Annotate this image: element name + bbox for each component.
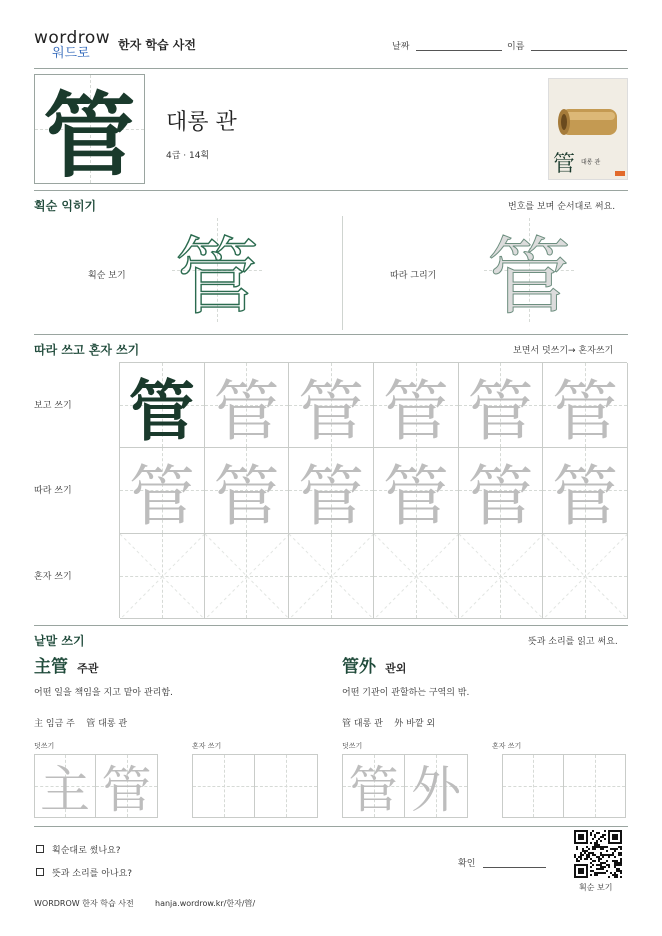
card-divider [34,190,628,191]
practice-cell-alone[interactable] [289,534,374,619]
thumb-badge [615,171,625,176]
hanja-thumbnail [548,78,628,180]
hanja-main-char: 管 [43,82,136,190]
date-label: 날짜 [392,42,410,52]
logo [34,30,114,66]
word-2-part-2-gloss: 바깥 외 [406,719,436,729]
stroke-trace-box[interactable] [484,218,574,326]
practice-section-title: 따라 쓰고 혼자 쓰기 [34,343,140,357]
practice-trace-char: 管 [382,372,449,449]
word-2-trace-char-2: 外 [411,761,461,819]
practice-grid [119,362,627,618]
word-2-trace-char-1: 管 [348,761,399,819]
row-label-trace: 따라 쓰기 [34,486,72,496]
check-meaning-box[interactable] [36,868,44,876]
practice-cell-look[interactable] [374,363,459,448]
check-meaning-label: 뜻과 소리를 아나요? [52,869,133,879]
confirm-field[interactable] [483,867,546,868]
name-label: 이름 [507,42,525,52]
word-2-part-1-char: 管 [342,719,352,729]
practice-trace-char: 管 [213,372,280,449]
practice-trace-char: 管 [298,458,365,534]
logo-en: wordrow [34,28,111,48]
stroke-divider [34,334,628,335]
practice-section-hint: 보면서 덧쓰기→ 혼자쓰기 [513,346,614,356]
word-1-part-1-char: 主 [34,719,44,729]
practice-trace-char: 管 [213,458,280,534]
practice-cell-trace[interactable] [120,448,205,533]
stroke-view-box [172,218,262,326]
stroke-section-title: 획순 익히기 [34,199,97,213]
word-2-definition: 어떤 기관이 관할하는 구역의 밖. [342,688,470,698]
word-2-part-1-gloss: 대롱 관 [353,719,383,729]
row-label-alone: 혼자 쓰기 [34,572,72,582]
practice-cell-alone[interactable] [374,534,459,619]
qr-label: 획순 보기 [579,883,613,892]
date-field[interactable] [416,50,502,51]
word-2-parts [342,716,435,729]
word-1-part-2-char: 管 [86,719,96,729]
practice-cell-alone[interactable] [205,534,290,619]
word-1-part-2-gloss: 대롱 관 [98,719,128,729]
stroke-view-label: 획순 보기 [88,271,126,281]
word-2-trace-boxes[interactable] [342,754,468,818]
hanja-main-box [34,74,145,190]
check-stroke-order-label: 획순대로 썼나요? [52,846,121,856]
qr-code-image [574,830,622,878]
practice-trace-char: 管 [552,372,619,449]
practice-model-char: 管 [128,371,195,449]
stroke-trace-char: 管 [486,227,571,326]
hanja-grade-strokes: 4급 · 14획 [166,151,210,161]
check-stroke-order-box[interactable] [36,845,44,853]
words-section-title: 낱말 쓰기 [34,634,85,648]
word-1-parts [34,716,127,729]
practice-trace-char: 管 [382,458,449,534]
word-1-trace-boxes[interactable] [34,754,158,818]
practice-cell-trace[interactable] [374,448,459,533]
practice-trace-char: 管 [128,458,195,534]
word-1-definition: 어떤 일을 책임을 지고 맡아 관리함. [34,688,173,698]
word-1-hanja: 主管 [34,657,68,677]
word-2-reading: 관외 [385,662,407,675]
practice-trace-char: 管 [552,458,619,534]
practice-cell-look[interactable] [459,363,544,448]
practice-cell-trace[interactable] [289,448,374,533]
footer-brand: WORDROW 한자 학습 사전 [34,899,134,908]
qr-code[interactable] [574,830,622,878]
row-label-look: 보고 쓰기 [34,401,72,411]
practice-cell-look[interactable] [543,363,628,448]
page-title: 한자 학습 사전 [118,38,196,52]
practice-cell-trace[interactable] [459,448,544,533]
stroke-trace-label: 따라 그리기 [390,271,437,281]
thumb-char: 管 [553,152,576,177]
practice-cell-alone[interactable] [459,534,544,619]
word-2-trace-label: 덧쓰기 [342,742,363,750]
stroke-view-char: 管 [174,227,259,326]
confirm-label: 확인 [458,859,476,869]
practice-cell-look[interactable] [289,363,374,448]
word-1-reading: 주관 [77,662,99,675]
footer-url: hanja.wordrow.kr/한자/管/ [155,899,256,908]
word-1-alone-label: 혼자 쓰기 [192,742,222,750]
word-1-trace-char-2: 管 [101,761,152,819]
practice-cell-trace[interactable] [205,448,290,533]
word-2-alone-boxes[interactable] [502,754,626,818]
thumb-text: 대롱 관 [581,159,601,166]
practice-cell-look [120,363,205,448]
stroke-section-divider [342,216,343,330]
logo-ko: 워드로 [52,46,90,61]
word-1-trace-char-1: 主 [40,761,90,819]
practice-cell-trace[interactable] [543,448,628,533]
word-2-alone-label: 혼자 쓰기 [492,742,522,750]
words-section-hint: 뜻과 소리를 읽고 써요. [528,637,618,647]
word-1-alone-boxes[interactable] [192,754,318,818]
hanja-meaning-sound: 대롱 관 [166,110,237,135]
word-1-part-1-gloss: 임금 주 [45,719,75,729]
words-divider [34,826,628,827]
practice-cell-alone[interactable] [543,534,628,619]
practice-divider [34,625,628,626]
word-1 [34,652,324,822]
practice-trace-char: 管 [298,372,365,449]
word-2-part-2-char: 外 [394,719,404,729]
practice-cell-alone[interactable] [120,534,205,619]
practice-trace-char: 管 [467,458,534,534]
name-field[interactable] [531,50,627,51]
stroke-section-hint: 번호를 보며 순서대로 써요. [508,202,616,212]
word-1-trace-label: 덧쓰기 [34,742,55,750]
word-2-hanja: 管外 [342,657,376,677]
word-2 [342,652,632,822]
practice-cell-look[interactable] [205,363,290,448]
practice-trace-char: 管 [467,372,534,449]
